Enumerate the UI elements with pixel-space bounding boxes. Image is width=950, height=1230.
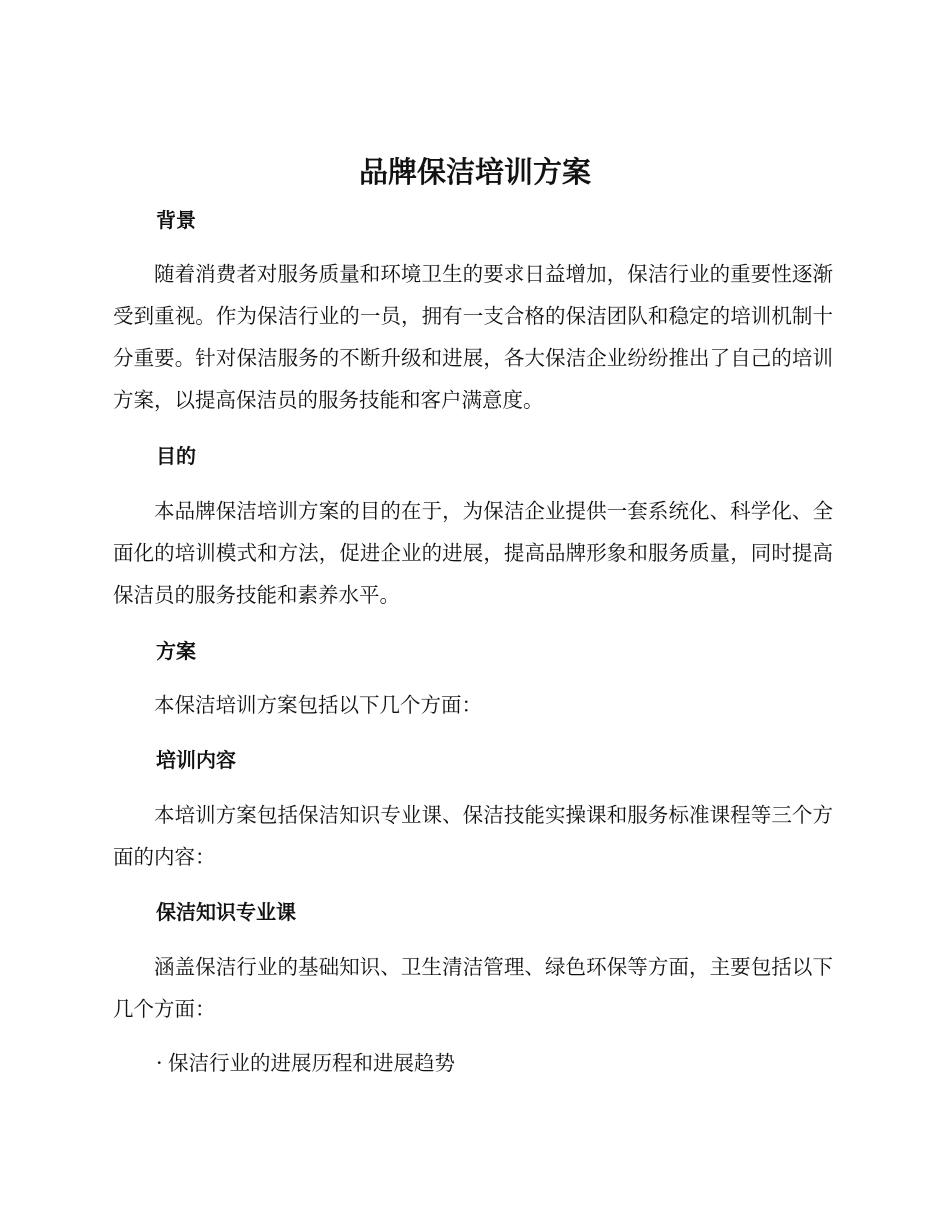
bullet-dot: · xyxy=(156,1051,163,1075)
section-heading-background: 背景 xyxy=(156,208,196,232)
paragraph-knowledge-course: 涵盖保洁行业的基础知识、卫生清洁管理、绿色环保等方面，主要包括以下几个方面： xyxy=(113,955,833,1021)
paragraph-background: 随着消费者对服务质量和环境卫生的要求日益增加，保洁行业的重要性逐渐受到重视。作为保洁行业的一员，拥有一支合格的保洁团队和稳定的培训机制十分重要。针对保洁服务的不断升级和进展，各大保洁企业纷纷推出了自己的培训方案，以提高保洁员的服务技能和客户满意度。 xyxy=(113,262,833,412)
paragraph-training-content: 本培训方案包括保洁知识专业课、保洁技能实操课和服务标准课程等三个方面的内容： xyxy=(113,803,833,869)
section-heading-training-content: 培训内容 xyxy=(156,748,236,772)
paragraph-plan: 本保洁培训方案包括以下几个方面： xyxy=(154,693,482,717)
section-heading-knowledge-course: 保洁知识专业课 xyxy=(156,900,296,924)
list-item xyxy=(156,1042,455,1084)
list-item-text: 保洁行业的进展历程和进展趋势 xyxy=(168,1051,455,1075)
section-heading-purpose: 目的 xyxy=(156,444,196,468)
document-title: 品牌保洁培训方案 xyxy=(358,155,591,189)
paragraph-purpose: 本品牌保洁培训方案的目的在于，为保洁企业提供一套系统化、科学化、全面化的培训模式和方法，促进企业的进展，提高品牌形象和服务质量，同时提高保洁员的服务技能和素养水平。 xyxy=(113,499,833,607)
section-heading-plan: 方案 xyxy=(156,639,196,663)
